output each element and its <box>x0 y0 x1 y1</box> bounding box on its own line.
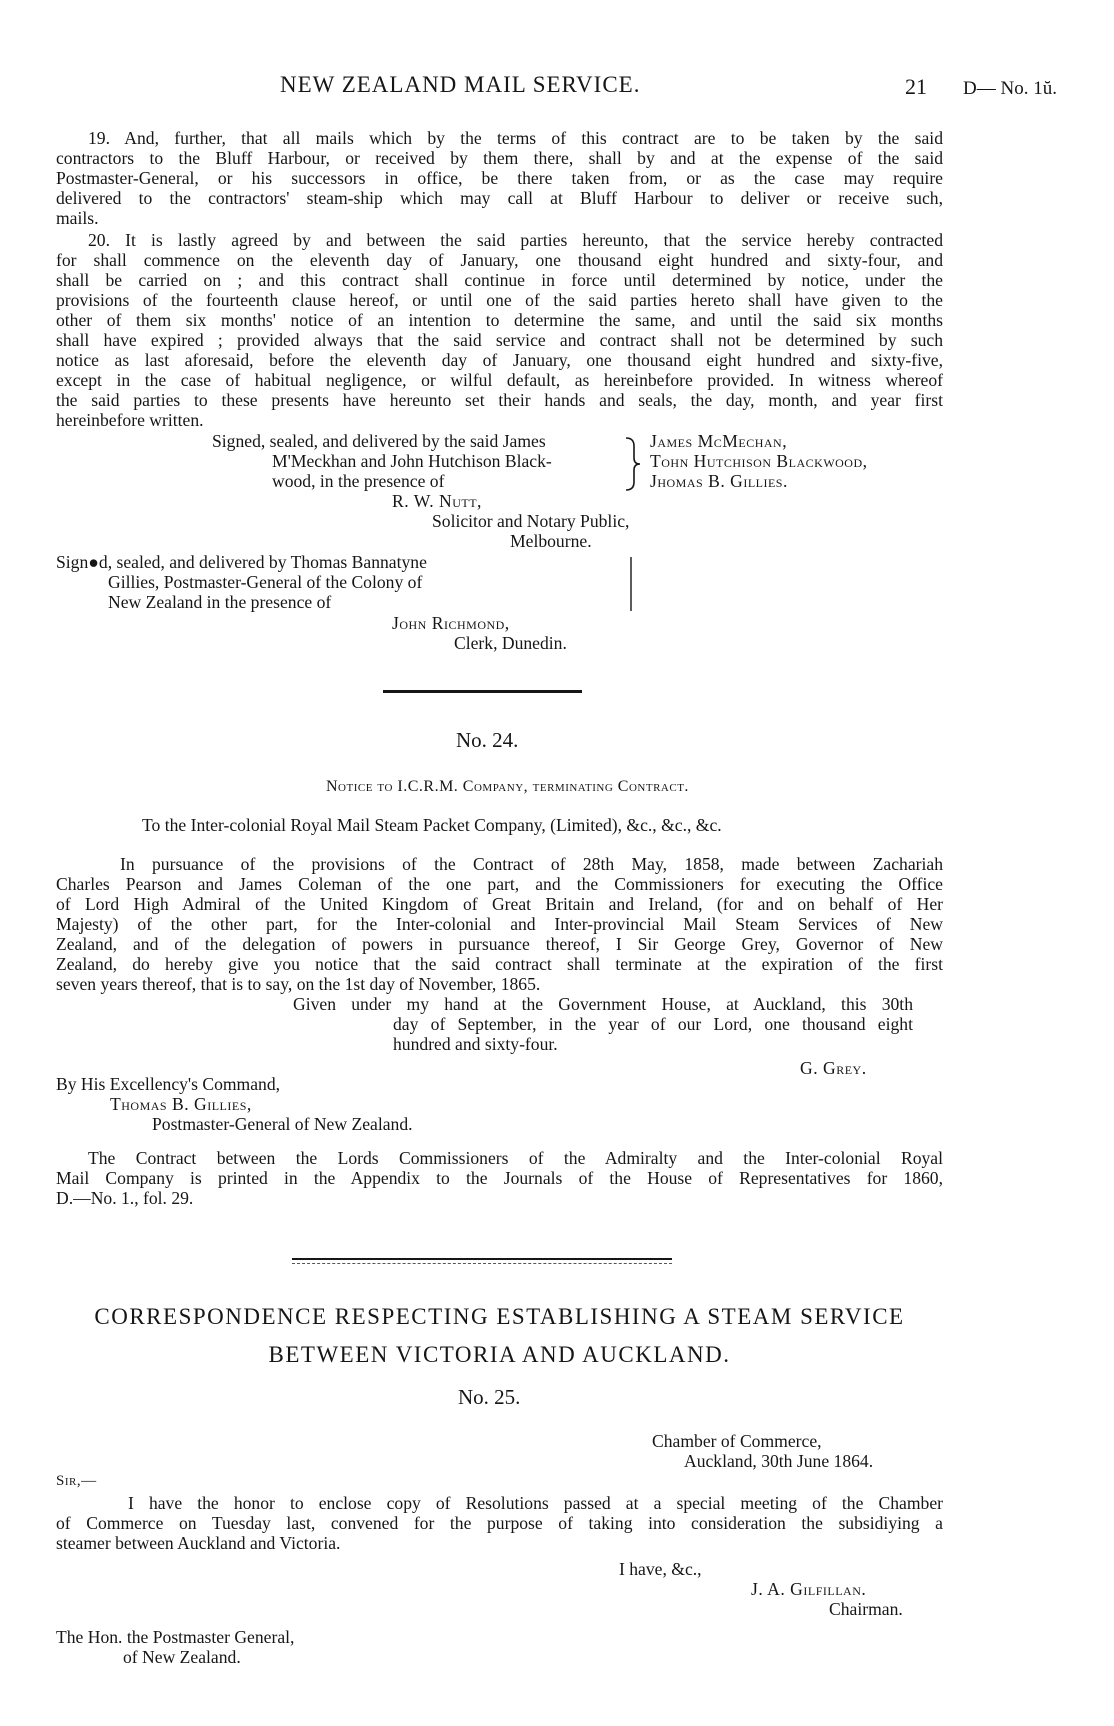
paragraph-line: Zealand, and of the delegation of powers in pursuance thereof, I Sir George Grey, Governor of New <box>56 934 943 954</box>
command-line: Postmaster-General of New Zealand. <box>152 1114 413 1134</box>
page-header-title: NEW ZEALAND MAIL SERVICE. <box>280 72 641 97</box>
section-number: No. 25. <box>458 1385 521 1409</box>
section-number: No. 24. <box>456 728 519 752</box>
section-divider <box>292 1258 672 1260</box>
notice-addressee: To the Inter-colonial Royal Mail Steam Packet Company, (Limited), &c., &c., &c. <box>142 815 722 835</box>
letter-line: of Commerce on Tuesday last, convened for the purpose of taking into consideration the subsidiying a <box>56 1513 943 1533</box>
letter-recipient: The Hon. the Postmaster General, <box>56 1627 295 1647</box>
letter-recipient: of New Zealand. <box>123 1647 241 1667</box>
paragraph-line: provisions of the fourteenth clause hereof, or until one of the said parties hereto shall have given to the <box>56 290 943 310</box>
paragraph-line: Postmaster-General, or his successors in office, be there taken from, or as the case may require <box>56 168 943 188</box>
command-line: Thomas B. Gillies, <box>110 1094 252 1114</box>
witness-name: R. W. Nutt, <box>392 491 482 511</box>
paragraph-line: except in the case of habitual negligence, or wilful default, as hereinbefore provided. In witness whereof <box>56 370 943 390</box>
paragraph-line: the said parties to these presents have hereunto set their hands and seals, the day, month, and year first <box>56 390 943 410</box>
signature-line: Signed, sealed, and delivered by the said James <box>212 431 546 451</box>
signature-line: wood, in the presence of <box>272 471 445 491</box>
section-heading: CORRESPONDENCE RESPECTING ESTABLISHING A STEAM SERVICE <box>94 1304 905 1329</box>
letter-line: I have the honor to enclose copy of Resolutions passed at a special meeting of the Chamber <box>128 1493 943 1513</box>
signatory-name: James McMechan, <box>650 431 788 451</box>
page-reference: D— No. 1ŭ. <box>963 78 1057 99</box>
notice-title: Notice to I.C.R.M. Company, terminating Contract. <box>326 778 689 795</box>
paragraph-line: seven years thereof, that is to say, on the 1st day of November, 1865. <box>56 974 541 994</box>
letter-line: steamer between Auckland and Victoria. <box>56 1533 341 1553</box>
paragraph-line: mails. <box>56 208 99 228</box>
letter-from: Chamber of Commerce, <box>652 1431 822 1451</box>
paragraph-line: shall be carried on ; and this contract shall continue in force until determined by notice, under the <box>56 270 943 290</box>
signature-line: Sign●d, sealed, and delivered by Thomas Bannatyne <box>56 552 427 572</box>
witness-title: Solicitor and Notary Public, <box>432 511 630 531</box>
signatory-name: Jhomas B. Gillies. <box>650 471 788 491</box>
paragraph-line: Zealand, do hereby give you notice that the said contract shall terminate at the expiration of the first <box>56 954 943 974</box>
witness-place: Melbourne. <box>510 531 592 551</box>
paragraph-line: 19. And, further, that all mails which by the terms of this contract are to be taken by the said <box>88 128 943 148</box>
letter-from: Auckland, 30th June 1864. <box>684 1451 874 1471</box>
given-line: Given under my hand at the Government House, at Auckland, this 30th <box>293 994 913 1014</box>
given-line: hundred and sixty-four. <box>393 1034 558 1054</box>
paragraph-line: In pursuance of the provisions of the Contract of 28th May, 1858, made between Zachariah <box>120 854 943 874</box>
salutation: Sir,— <box>56 1473 97 1489</box>
signature-line: M'Meckhan and John Hutchison Black- <box>272 451 552 471</box>
page-number: 21 <box>905 74 927 99</box>
paragraph-line: for shall commence on the eleventh day of January, one thousand eight hundred and sixty-four, and <box>56 250 943 270</box>
section-divider <box>383 690 582 693</box>
section-heading: BETWEEN VICTORIA AND AUCKLAND. <box>268 1342 731 1367</box>
paragraph-line: notice as last aforesaid, before the eleventh day of January, one thousand eight hundred and sixty-five, <box>56 350 943 370</box>
paragraph-line: 20. It is lastly agreed by and between the said parties hereunto, that the service hereby contracted <box>88 230 943 250</box>
note-line: The Contract between the Lords Commissioners of the Admiralty and the Inter-colonial Royal <box>88 1148 943 1168</box>
letter-signer-title: Chairman. <box>829 1599 903 1619</box>
paragraph-line: Majesty) of the other part, for the Inter-colonial and Inter-provincial Mail Steam Services of New <box>56 914 943 934</box>
letter-closing: I have, &c., <box>619 1559 702 1579</box>
paragraph-line: shall have expired ; provided always that the said service and contract shall not be determined by such <box>56 330 943 350</box>
paragraph-line: hereinbefore written. <box>56 410 204 430</box>
command-line: By His Excellency's Command, <box>56 1074 281 1094</box>
note-line: D.—No. 1., fol. 29. <box>56 1188 194 1208</box>
paragraph-line: delivered to the contractors' steam-ship which may call at Bluff Harbour to deliver or receive such, <box>56 188 943 208</box>
witness-place: Clerk, Dunedin. <box>454 633 567 653</box>
notice-signer: G. Grey. <box>800 1058 867 1078</box>
signatory-name: Tohn Hutchison Blackwood, <box>650 451 868 471</box>
paragraph-line: Charles Pearson and James Coleman of the one part, and the Commissioners for executing the Office <box>56 874 943 894</box>
letter-signer: J. A. Gilfillan. <box>751 1579 867 1599</box>
witness-name: John Richmond, <box>392 613 510 633</box>
signature-line: New Zealand in the presence of <box>108 592 332 612</box>
signature-line: Gillies, Postmaster-General of the Colony of <box>108 572 423 592</box>
brace-icon <box>622 434 644 494</box>
given-line: day of September, in the year of our Lord, one thousand eight <box>393 1014 913 1034</box>
brace-icon <box>628 555 642 615</box>
paragraph-line: other of them six months' notice of an intention to determine the same, and until the said six months <box>56 310 943 330</box>
section-divider <box>292 1263 672 1264</box>
paragraph-line: contractors to the Bluff Harbour, or received by them there, shall by and at the expense of the said <box>56 148 943 168</box>
paragraph-line: of Lord High Admiral of the United Kingdom of Great Britain and Ireland, (for and on behalf of Her <box>56 894 943 914</box>
note-line: Mail Company is printed in the Appendix to the Journals of the House of Representatives for 1860, <box>56 1168 943 1188</box>
